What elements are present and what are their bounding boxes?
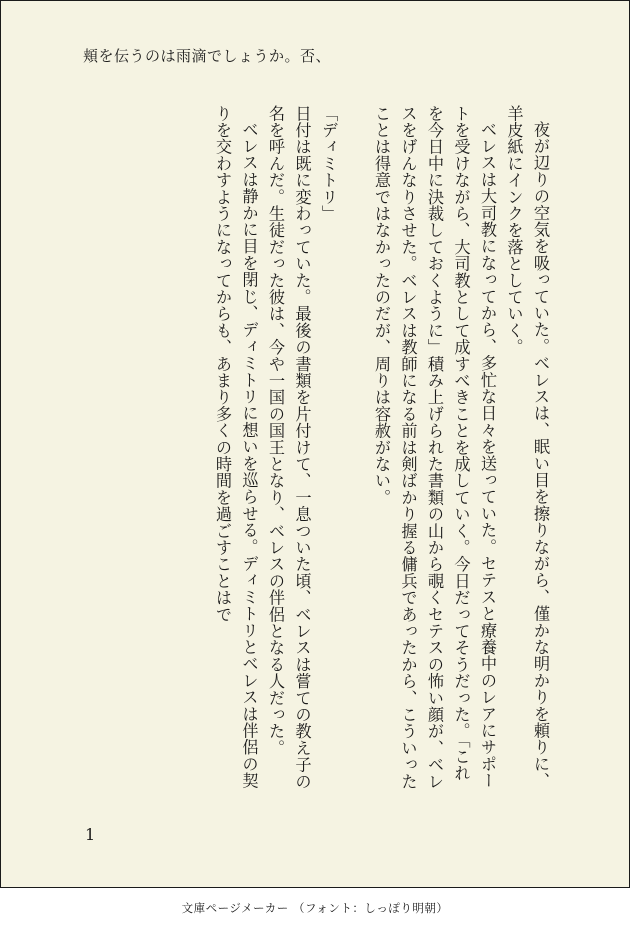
paragraph-2: ベレスは大司教になってから、多忙な日々を送っていた。セテスと療養中のレアにサポートを受けながら、大司教として成すべきことを成していく。今日だってそうだった。「これを今日中に決裁しておくように」積み上げられた書類の山から覗くセテスの怖い顔が、ベレスをげんなりさせた。ベレスは教師になる前は剣ばかり握る傭兵であったから、こういったことは得意ではなかったのだが、周りは容赦がない。 <box>372 105 497 790</box>
body-text <box>209 105 554 795</box>
generator-caption: 文庫ページメーカー （フォント：しっぽり明朝） <box>181 901 449 915</box>
paragraph-1: 夜が辺りの空気を吸っていた。ベレスは、眠い目を擦りながら、僅かな明かりを頼りに、羊皮紙にインクを落としていく。 <box>504 105 550 790</box>
paragraph-3: 日付は既に変わっていた。最後の書類を片付けて、一息ついた頃、ベレスは嘗ての教え子の名を呼んだ。生徒だった彼は、今や一国の国王となり、ベレスの伴侶となる人だった。 <box>266 105 312 790</box>
running-head: 頬を伝うのは雨滴でしょうか。否、 <box>83 47 332 65</box>
paragraph-4: ベレスは静かに目を閉じ、ディミトリに想いを巡らせる。ディミトリとベレスは伴侶の契りを交わすようになってからも、あまり多くの時間を過ごすことはで <box>213 105 259 790</box>
dialogue-line: 「ディミトリ」 <box>319 105 338 222</box>
page-number: 1 <box>85 825 96 844</box>
